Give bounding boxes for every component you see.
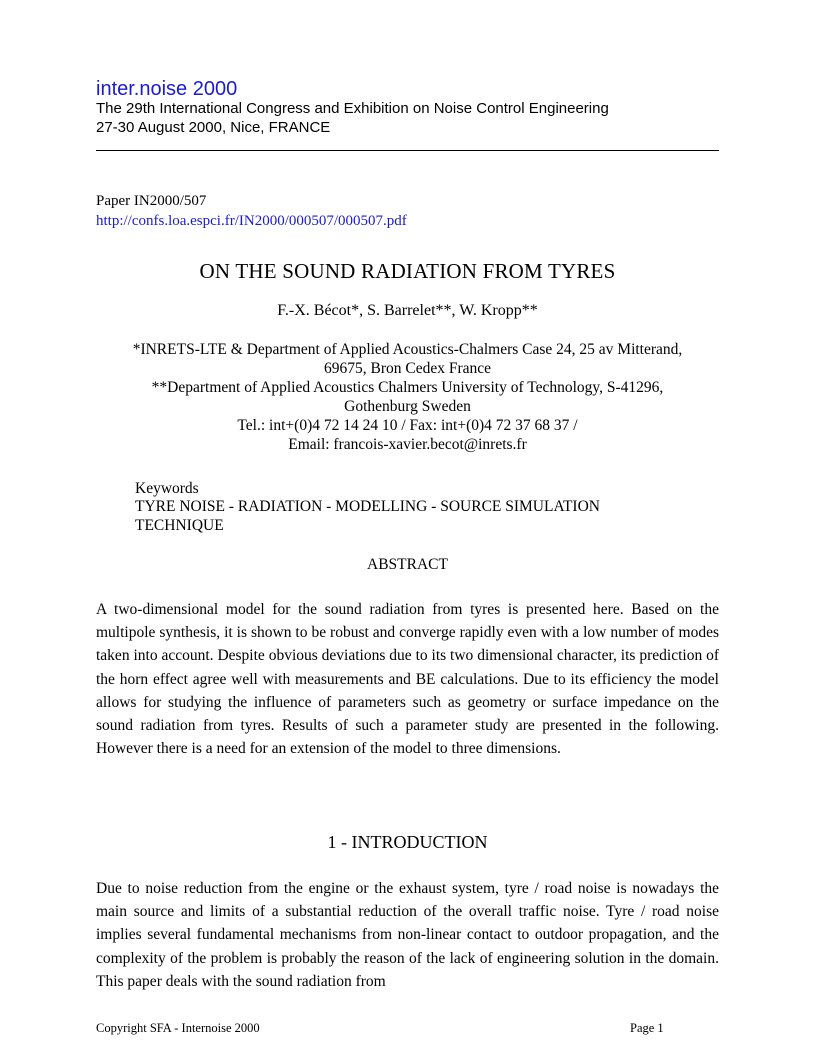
affiliation-line: 69675, Bron Cedex France (323, 360, 492, 377)
abstract-body (96, 598, 719, 760)
footer-page-number: Page 1 (630, 1021, 664, 1035)
introduction-heading: 1 - INTRODUCTION (327, 832, 488, 852)
paper-url-link[interactable]: http://confs.loa.espci.fr/IN2000/000507/000507.pdf (96, 213, 407, 229)
header-divider (96, 150, 719, 151)
paper-authors: F.-X. Bécot*, S. Barrelet**, W. Kropp** (277, 302, 538, 319)
keywords-line: TECHNIQUE (135, 517, 224, 534)
affiliation-line: **Department of Applied Acoustics Chalmers University of Technology, S-41296, (151, 379, 664, 396)
abstract-text: A two-dimensional model for the sound radiation from tyres is presented here. Based on the multipole synthesis, it is shown to be robust and converge rapidly even with a low number of modes taken into account. Despite obvious deviations due to its two dimensional character, its prediction of the horn effect agree well with measurements and BE calculations. Due to its efficiency the model allows for studying the influence of parameters such as geometry or surface impedance on the sound radiation from tyres. Results of such a parameter study are presented in the following. However there is a need for an extension of the model to three dimensions. (96, 601, 719, 758)
paper-title: ON THE SOUND RADIATION FROM TYRES (199, 259, 616, 283)
footer-copyright: Copyright SFA - Internoise 2000 (96, 1021, 260, 1035)
abstract-heading: ABSTRACT (367, 556, 448, 573)
introduction-text: Due to noise reduction from the engine or the exhaust system, tyre / road noise is nowadays the main source and limits of a substantial reduction of the overall traffic noise. Tyre / road noise implies several fundamental mechanisms from non-linear contact to outdoor propagation, and the complexity of the problem is probably the reason of the lack of engineering solution in the domain. This paper deals with the sound radiation from (96, 880, 719, 990)
affiliation-line: *INRETS-LTE & Department of Applied Acoustics-Chalmers Case 24, 25 av Mitterand, (132, 341, 683, 358)
conference-dates: 27-30 August 2000, Nice, FRANCE (96, 119, 331, 136)
contact-email: Email: francois-xavier.becot@inrets.fr (288, 436, 527, 453)
contact-phone-fax: Tel.: int+(0)4 72 14 24 10 / Fax: int+(0)4 72 37 68 37 / (237, 417, 578, 434)
affiliation-line: Gothenburg Sweden (344, 398, 471, 415)
keywords-heading: Keywords (135, 480, 199, 497)
introduction-body (96, 877, 719, 993)
keywords-line: TYRE NOISE - RADIATION - MODELLING - SOURCE SIMULATION (135, 498, 600, 515)
paper-id: Paper IN2000/507 (96, 193, 207, 209)
conference-name: inter.noise 2000 (96, 78, 238, 100)
conference-subtitle: The 29th International Congress and Exhibition on Noise Control Engineering (96, 100, 609, 117)
